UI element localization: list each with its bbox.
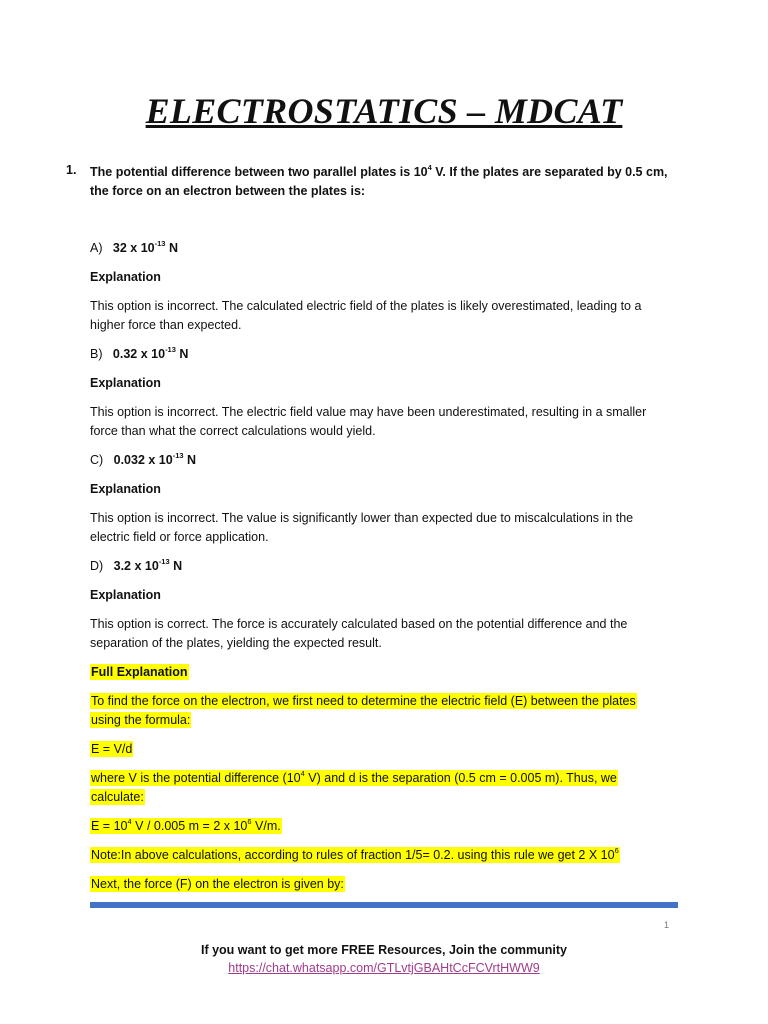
option-b: B) 0.32 x $10^{-13}$ N <box>90 344 189 361</box>
option-d-explanation-line: separation of the plates, yielding the expected result. <box>90 636 382 650</box>
option-d: D) 3.2 x $10^{-13}$ N <box>90 556 183 573</box>
option-b-explanation-line: force than what the correct calculations would yield. <box>90 424 376 438</box>
option-c-explanation-line: electric field or force application. <box>90 530 269 544</box>
full-explanation-line: Next, the force (F) on the electron is given by: <box>91 877 344 891</box>
full-explanation-heading: Full Explanation <box>91 665 188 679</box>
note: Note:In above calculations, according to rules of fraction 1/5= 0.2. using this rule we get 2 X $10^6$ <box>91 845 619 862</box>
formula: E = V/d <box>91 742 133 756</box>
option-a-explanation-line: This option is incorrect. The calculated electric field of the plates is likely overestimated, leading to a <box>90 299 642 313</box>
calculation: $E = 10^4$ V / 0.005 m = 2 x $10^6$ V/m. <box>91 816 281 833</box>
option-d-explanation-line: This option is correct. The force is accurately calculated based on the potential difference and the <box>90 617 628 631</box>
question-line-1: The potential difference between two parallel plates is $10^4$ V. If the plates are separated by 0.5 cm, <box>90 162 668 179</box>
full-explanation-line: To find the force on the electron, we first need to determine the electric field (E) between the plates <box>91 694 636 708</box>
option-a-explanation-line: higher force than expected. <box>90 318 242 332</box>
option-a-explanation-heading: Explanation <box>90 270 161 284</box>
option-d-explanation-heading: Explanation <box>90 588 161 602</box>
footer-cta: If you want to get more FREE Resources, Join the community <box>200 943 568 957</box>
full-explanation-line: using the formula: <box>91 713 191 727</box>
page-title: ELECTROSTATICS – MDCAT <box>145 91 623 131</box>
footer-divider <box>90 902 678 908</box>
option-c: C) 0.032 x $10^{-13}$ N <box>90 450 197 467</box>
footer-link-row <box>0 961 768 975</box>
option-c-explanation-heading: Explanation <box>90 482 161 496</box>
question-number: 1. <box>66 163 77 177</box>
option-b-explanation-heading: Explanation <box>90 376 161 390</box>
option-b-explanation-line: This option is incorrect. The electric field value may have been underestimated, resulting in a smaller <box>90 405 647 419</box>
community-link[interactable]: https://chat.whatsapp.com/GTLvtjGBAHtCcFCVrtHWW9 <box>228 961 540 975</box>
option-c-explanation-line: This option is incorrect. The value is significantly lower than expected due to miscalculations in the <box>90 511 634 525</box>
page-number: 1 <box>664 920 670 930</box>
full-explanation-line: calculate: <box>91 790 144 804</box>
question-line-2: the force on an electron between the plates is: <box>90 184 366 198</box>
option-a: A) 32 x $10^{-13}$ N <box>90 238 178 255</box>
full-explanation-line: where V is the potential difference ($10^4$ V) and d is the separation (0.5 cm = 0.005 m). Thus, we <box>91 768 617 785</box>
